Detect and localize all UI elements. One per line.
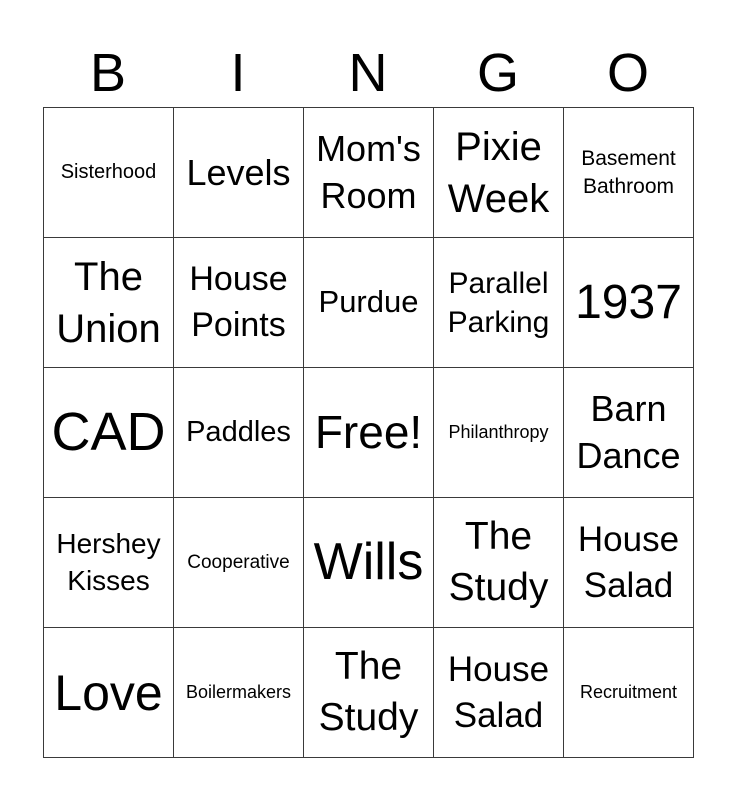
bingo-cell[interactable]	[563, 367, 694, 498]
bingo-cell[interactable]	[563, 237, 694, 368]
bingo-cell-text: Boilermakers	[185, 682, 292, 703]
bingo-cell-text: Parallel Parking	[447, 266, 550, 339]
bingo-cell-text: Cooperative	[187, 551, 290, 573]
bingo-cell-text: The Union	[56, 254, 161, 351]
bingo-cell[interactable]	[563, 107, 694, 238]
bingo-cell-text: House Points	[189, 259, 288, 344]
bingo-cell-text: Mom's Room	[316, 127, 421, 216]
bingo-cell[interactable]	[303, 107, 434, 238]
bingo-cell-text: Recruitment	[579, 682, 678, 703]
bingo-cell-text: Free!	[314, 406, 423, 459]
bingo-cell-text: Paddles	[186, 416, 291, 449]
bingo-cell[interactable]	[433, 107, 564, 238]
bingo-cell[interactable]	[43, 497, 174, 628]
bingo-header	[43, 40, 693, 106]
bingo-cell-text: Philanthropy	[448, 422, 549, 443]
bingo-cell[interactable]	[43, 237, 174, 368]
bingo-cell[interactable]	[563, 627, 694, 758]
bingo-cell-text: Barn Dance	[576, 387, 681, 476]
bingo-cell[interactable]	[173, 627, 304, 758]
header-letter-n: N	[348, 43, 388, 103]
bingo-cell[interactable]	[303, 497, 434, 628]
bingo-cell[interactable]	[43, 627, 174, 758]
bingo-cell-text: Hershey Kisses	[56, 528, 161, 596]
bingo-cell[interactable]	[43, 367, 174, 498]
bingo-cell[interactable]	[173, 367, 304, 498]
bingo-cell[interactable]	[173, 497, 304, 628]
bingo-cell[interactable]	[563, 497, 694, 628]
bingo-cell[interactable]	[433, 367, 564, 498]
header-letter-b: B	[89, 43, 127, 103]
bingo-cell-text: CAD	[51, 402, 166, 463]
bingo-cell-text: Purdue	[318, 284, 419, 320]
bingo-cell-text: House Salad	[577, 520, 680, 605]
bingo-cell-text: Sisterhood	[60, 161, 157, 184]
bingo-cell-text: The Study	[318, 644, 419, 739]
bingo-cell-text: Basement Bathroom	[581, 147, 676, 198]
bingo-cell-text: Love	[54, 664, 163, 721]
bingo-cell[interactable]	[303, 627, 434, 758]
bingo-cell-free[interactable]	[303, 367, 434, 498]
bingo-board	[43, 107, 693, 757]
bingo-cell[interactable]	[173, 237, 304, 368]
bingo-cell-text: Wills	[313, 533, 424, 592]
bingo-cell-text: Pixie Week	[447, 124, 550, 221]
bingo-cell[interactable]	[43, 107, 174, 238]
bingo-cell[interactable]	[433, 237, 564, 368]
header-letter-o: O	[606, 43, 649, 103]
header-letter-i: I	[230, 43, 246, 103]
bingo-cell[interactable]	[173, 107, 304, 238]
bingo-cell-text: Levels	[186, 151, 291, 193]
bingo-cell[interactable]	[433, 497, 564, 628]
bingo-cell-text: The Study	[448, 514, 549, 609]
header-letter-g: G	[476, 43, 519, 103]
bingo-cell[interactable]	[303, 237, 434, 368]
bingo-cell-text: House Salad	[447, 650, 550, 735]
bingo-cell[interactable]	[433, 627, 564, 758]
bingo-cell-text: 1937	[575, 275, 682, 329]
